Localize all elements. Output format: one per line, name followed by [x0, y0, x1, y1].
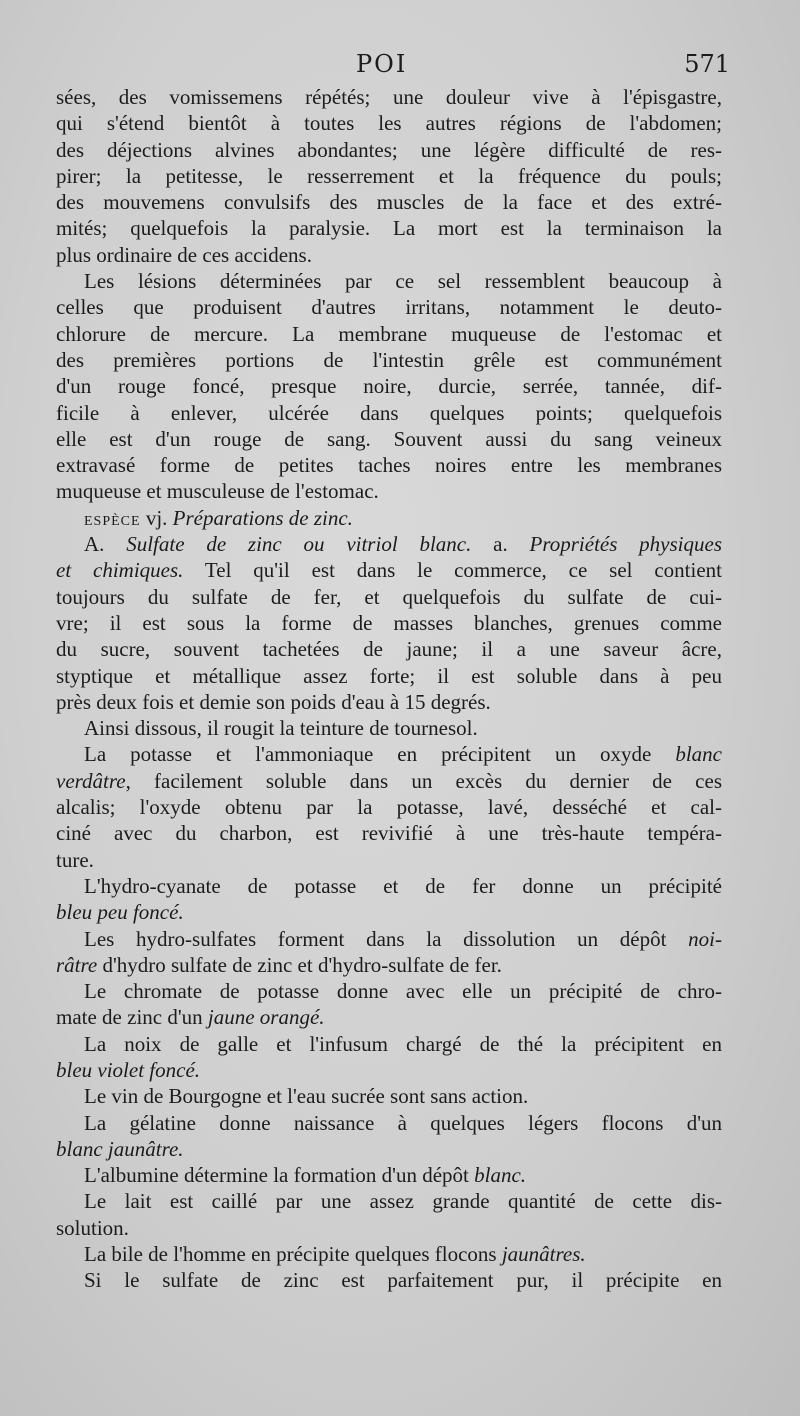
text-line: chlorure de mercure. La membrane muqueuse de l'estomac et: [56, 321, 722, 346]
text-line: [56, 1162, 722, 1188]
text-line: Ainsi dissous, il rougit la teinture de tournesol.: [84, 716, 478, 741]
text-line: des premières portions de l'intestin grêle est communément: [56, 347, 722, 372]
italic-text: blanc: [675, 742, 722, 767]
text-run: L'albumine détermine la formation d'un dépôt: [84, 1163, 475, 1188]
text-run: a.: [471, 532, 530, 557]
body-text: [56, 84, 722, 1294]
text-line: Les lésions déterminées par ce sel ressemblent beaucoup à: [84, 269, 722, 294]
text-line: Si le sulfate de zinc est parfaitement pur, il précipite en: [84, 1268, 722, 1293]
text-line: [56, 1004, 722, 1030]
text-line: La noix de galle et l'infusum chargé de thé la précipitent en: [84, 1031, 722, 1056]
italic-text: Propriétés physiques: [529, 532, 722, 557]
italic-text: jaunâtres.: [501, 1242, 586, 1267]
text-line: elle est d'un rouge de sang. Souvent aussi du sang veineux: [56, 426, 722, 451]
text-line: Le chromate de potasse donne avec elle un précipité de chro-: [84, 979, 722, 1004]
text-line: [56, 926, 722, 952]
text-run: d'hydro sulfate de zinc et d'hydro-sulfate de fer.: [97, 952, 502, 977]
text-line: des déjections alvines abondantes; une légère difficulté de res-: [56, 137, 722, 162]
text-line: extravasé forme de petites taches noires entre les membranes: [56, 453, 722, 478]
text-line: [56, 741, 722, 767]
text-line: plus ordinaire de ces accidens.: [56, 242, 312, 267]
text-line: pirer; la petitesse, le resserrement et la fréquence du pouls;: [56, 163, 722, 188]
text-run: mate de zinc d'un: [56, 1005, 208, 1030]
text-line: près deux fois et demie son poids d'eau à 15 degrés.: [56, 689, 491, 714]
italic-text: Préparations de zinc.: [172, 505, 353, 530]
text-line: [56, 505, 722, 531]
text-line: [56, 899, 722, 925]
text-run: A.: [84, 532, 127, 557]
text-line: mités; quelquefois la paralysie. La mort est la terminaison la: [56, 216, 722, 241]
text-run: vj.: [140, 505, 173, 530]
italic-text: râtre: [56, 952, 98, 977]
text-run: La bile de l'homme en précipite quelques flocons: [84, 1242, 502, 1267]
text-line: [56, 1241, 722, 1267]
text-line: Le lait est caillé par une assez grande quantité de cette dis-: [84, 1189, 722, 1214]
text-line: ture.: [56, 847, 94, 872]
italic-text: Sulfate de zinc ou vitriol blanc.: [126, 532, 472, 557]
text-line: d'un rouge foncé, presque noire, durcie, serrée, tannée, dif-: [56, 374, 722, 399]
text-line: L'hydro-cyanate de potasse et de fer donne un précipité: [84, 873, 722, 898]
text-line: celles que produisent d'autres irritans, notamment le deuto-: [56, 295, 722, 320]
text-run: ESPÈCE: [84, 513, 141, 529]
text-line: [56, 768, 722, 794]
text-run: La potasse et l'ammoniaque en précipitent un oxyde: [84, 742, 676, 767]
text-line: [56, 557, 722, 583]
running-title: POI: [356, 50, 408, 78]
text-line: muqueuse et musculeuse de l'estomac.: [56, 479, 379, 504]
text-line: ficile à enlever, ulcérée dans quelques points; quelquefois: [56, 400, 722, 425]
italic-text: jaune orangé.: [207, 1005, 325, 1030]
italic-text: bleu peu foncé.: [56, 900, 184, 925]
text-line: ciné avec du charbon, est revivifié à une très-haute tempéra-: [56, 821, 722, 846]
text-run: , facilement soluble dans un excès du dernier de ces: [125, 768, 722, 793]
text-line: qui s'étend bientôt à toutes les autres régions de l'abdomen;: [56, 111, 722, 136]
text-line: styptique et métallique assez forte; il est soluble dans à peu: [56, 663, 722, 688]
text-run: Les hydro-sulfates forment dans la dissolution un dépôt: [84, 926, 689, 951]
text-line: alcalis; l'oxyde obtenu par la potasse, lavé, desséché et cal-: [56, 795, 722, 820]
italic-text: bleu violet foncé.: [56, 1057, 201, 1082]
text-line: vre; il est sous la forme de masses blanches, grenues comme: [56, 610, 722, 635]
text-line: [56, 531, 722, 557]
text-line: des mouvemens convulsifs des muscles de la face et des extré-: [56, 190, 722, 215]
text-line: solution.: [56, 1215, 129, 1240]
italic-text: noi-: [688, 926, 722, 951]
running-header: [56, 50, 730, 80]
text-run: Tel qu'il est dans le commerce, ce sel contient: [183, 558, 722, 583]
text-line: [56, 952, 722, 978]
text-line: Le vin de Bourgogne et l'eau sucrée sont sans action.: [84, 1084, 529, 1109]
text-line: La gélatine donne naissance à quelques légers flocons d'un: [84, 1110, 722, 1135]
text-line: [56, 1057, 722, 1083]
page-number: 571: [684, 50, 730, 78]
italic-text: verdâtre: [56, 768, 126, 793]
text-line: sées, des vomissemens répétés; une douleur vive à l'épisgastre,: [56, 85, 722, 109]
italic-text: et chimiques.: [56, 558, 184, 583]
italic-text: blanc jaunâtre.: [56, 1136, 184, 1161]
text-line: toujours du sulfate de fer, et quelquefois du sulfate de cui-: [56, 584, 722, 609]
text-line: du sucre, souvent tachetées de jaune; il a une saveur âcre,: [56, 637, 722, 662]
italic-text: blanc.: [474, 1163, 527, 1188]
text-line: [56, 1136, 722, 1162]
